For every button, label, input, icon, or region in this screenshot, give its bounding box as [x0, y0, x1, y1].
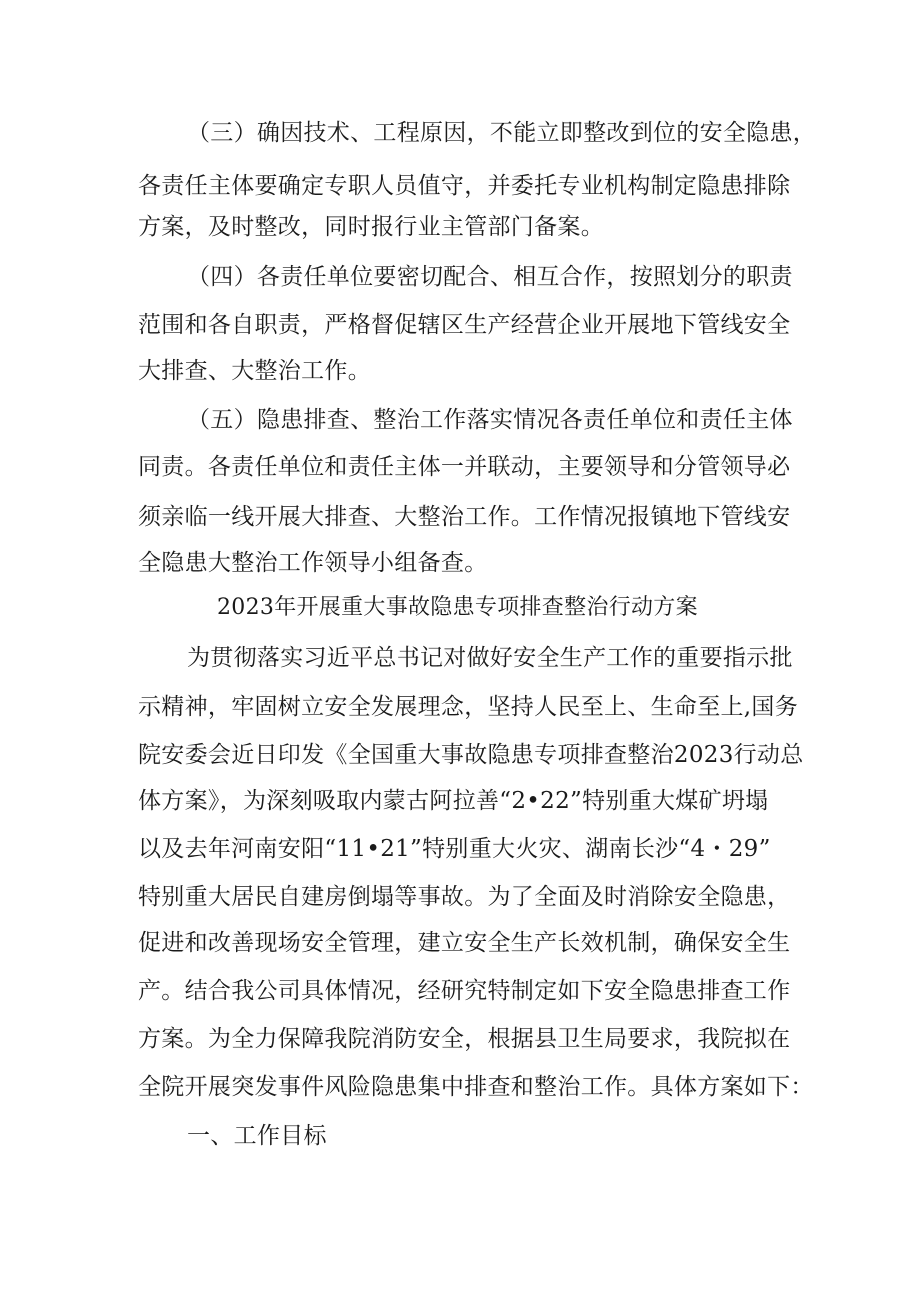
paragraph-4-line-3: 大排查、大整治工作。 — [138, 358, 371, 384]
document-title: 2023年开展重大事故隐患专项排查整治行动方案 — [217, 595, 698, 620]
section-heading-work-goals: 一、工作目标 — [187, 1123, 327, 1149]
paragraph-5-line-4: 全隐患大整治工作领导小组备查。 — [138, 550, 488, 576]
intro-line-1: 为贯彻落实习近平总书记对做好安全生产工作的重要指示批 — [187, 645, 793, 671]
paragraph-3-line-2: 各责任主体要确定专职人员值守，并委托专业机构制定隐患排除 — [138, 173, 791, 199]
paragraph-4-line-1: （四）各责任单位要密切配合、相互合作，按照划分的职责 — [187, 264, 793, 290]
intro-line-7: 促进和改善现场安全管理，建立安全生产长效机制，确保安全生 — [138, 930, 791, 956]
intro-line-3: 院安委会近日印发《全国重大事故隐患专项排查整治2023行动总 — [138, 742, 804, 768]
paragraph-5-line-1: （五）隐患排查、整治工作落实情况各责任单位和责任主体 — [187, 407, 793, 433]
intro-line-8: 产。结合我公司具体情况，经研究特制定如下安全隐患排查工作 — [138, 978, 791, 1004]
intro-line-2: 示精神，牢固树立安全发展理念，坚持人民至上、生命至上,国务 — [138, 694, 799, 720]
intro-line-10: 全院开展突发事件风险隐患集中排查和整治工作。具体方案如下： — [138, 1074, 814, 1100]
paragraph-4-line-2: 范围和各自职责，严格督促辖区生产经营企业开展地下管线安全 — [138, 312, 791, 338]
paragraph-3-line-3: 方案，及时整改，同时报行业主管部门备案。 — [138, 214, 604, 240]
intro-line-6: 特别重大居民自建房倒塌等事故。为了全面及时消除安全隐患， — [138, 884, 791, 910]
intro-line-5: 以及去年河南安阳“11•21”特别重大火灾、湖南长沙“4・29” — [138, 836, 771, 862]
paragraph-3-line-1: （三）确因技术、工程原因，不能立即整改到位的安全隐患， — [187, 120, 817, 146]
intro-line-4: 体方案》，为深刻吸取内蒙古阿拉善“2•22”特别重大煤矿坍塌 — [138, 788, 769, 814]
paragraph-5-line-2: 同责。各责任单位和责任主体一并联动，主要领导和分管领导必 — [138, 454, 791, 480]
paragraph-5-line-3: 须亲临一线开展大排查、大整治工作。工作情况报镇地下管线安 — [138, 504, 791, 530]
intro-line-9: 方案。为全力保障我院消防安全，根据县卫生局要求，我院拟在 — [138, 1026, 791, 1052]
